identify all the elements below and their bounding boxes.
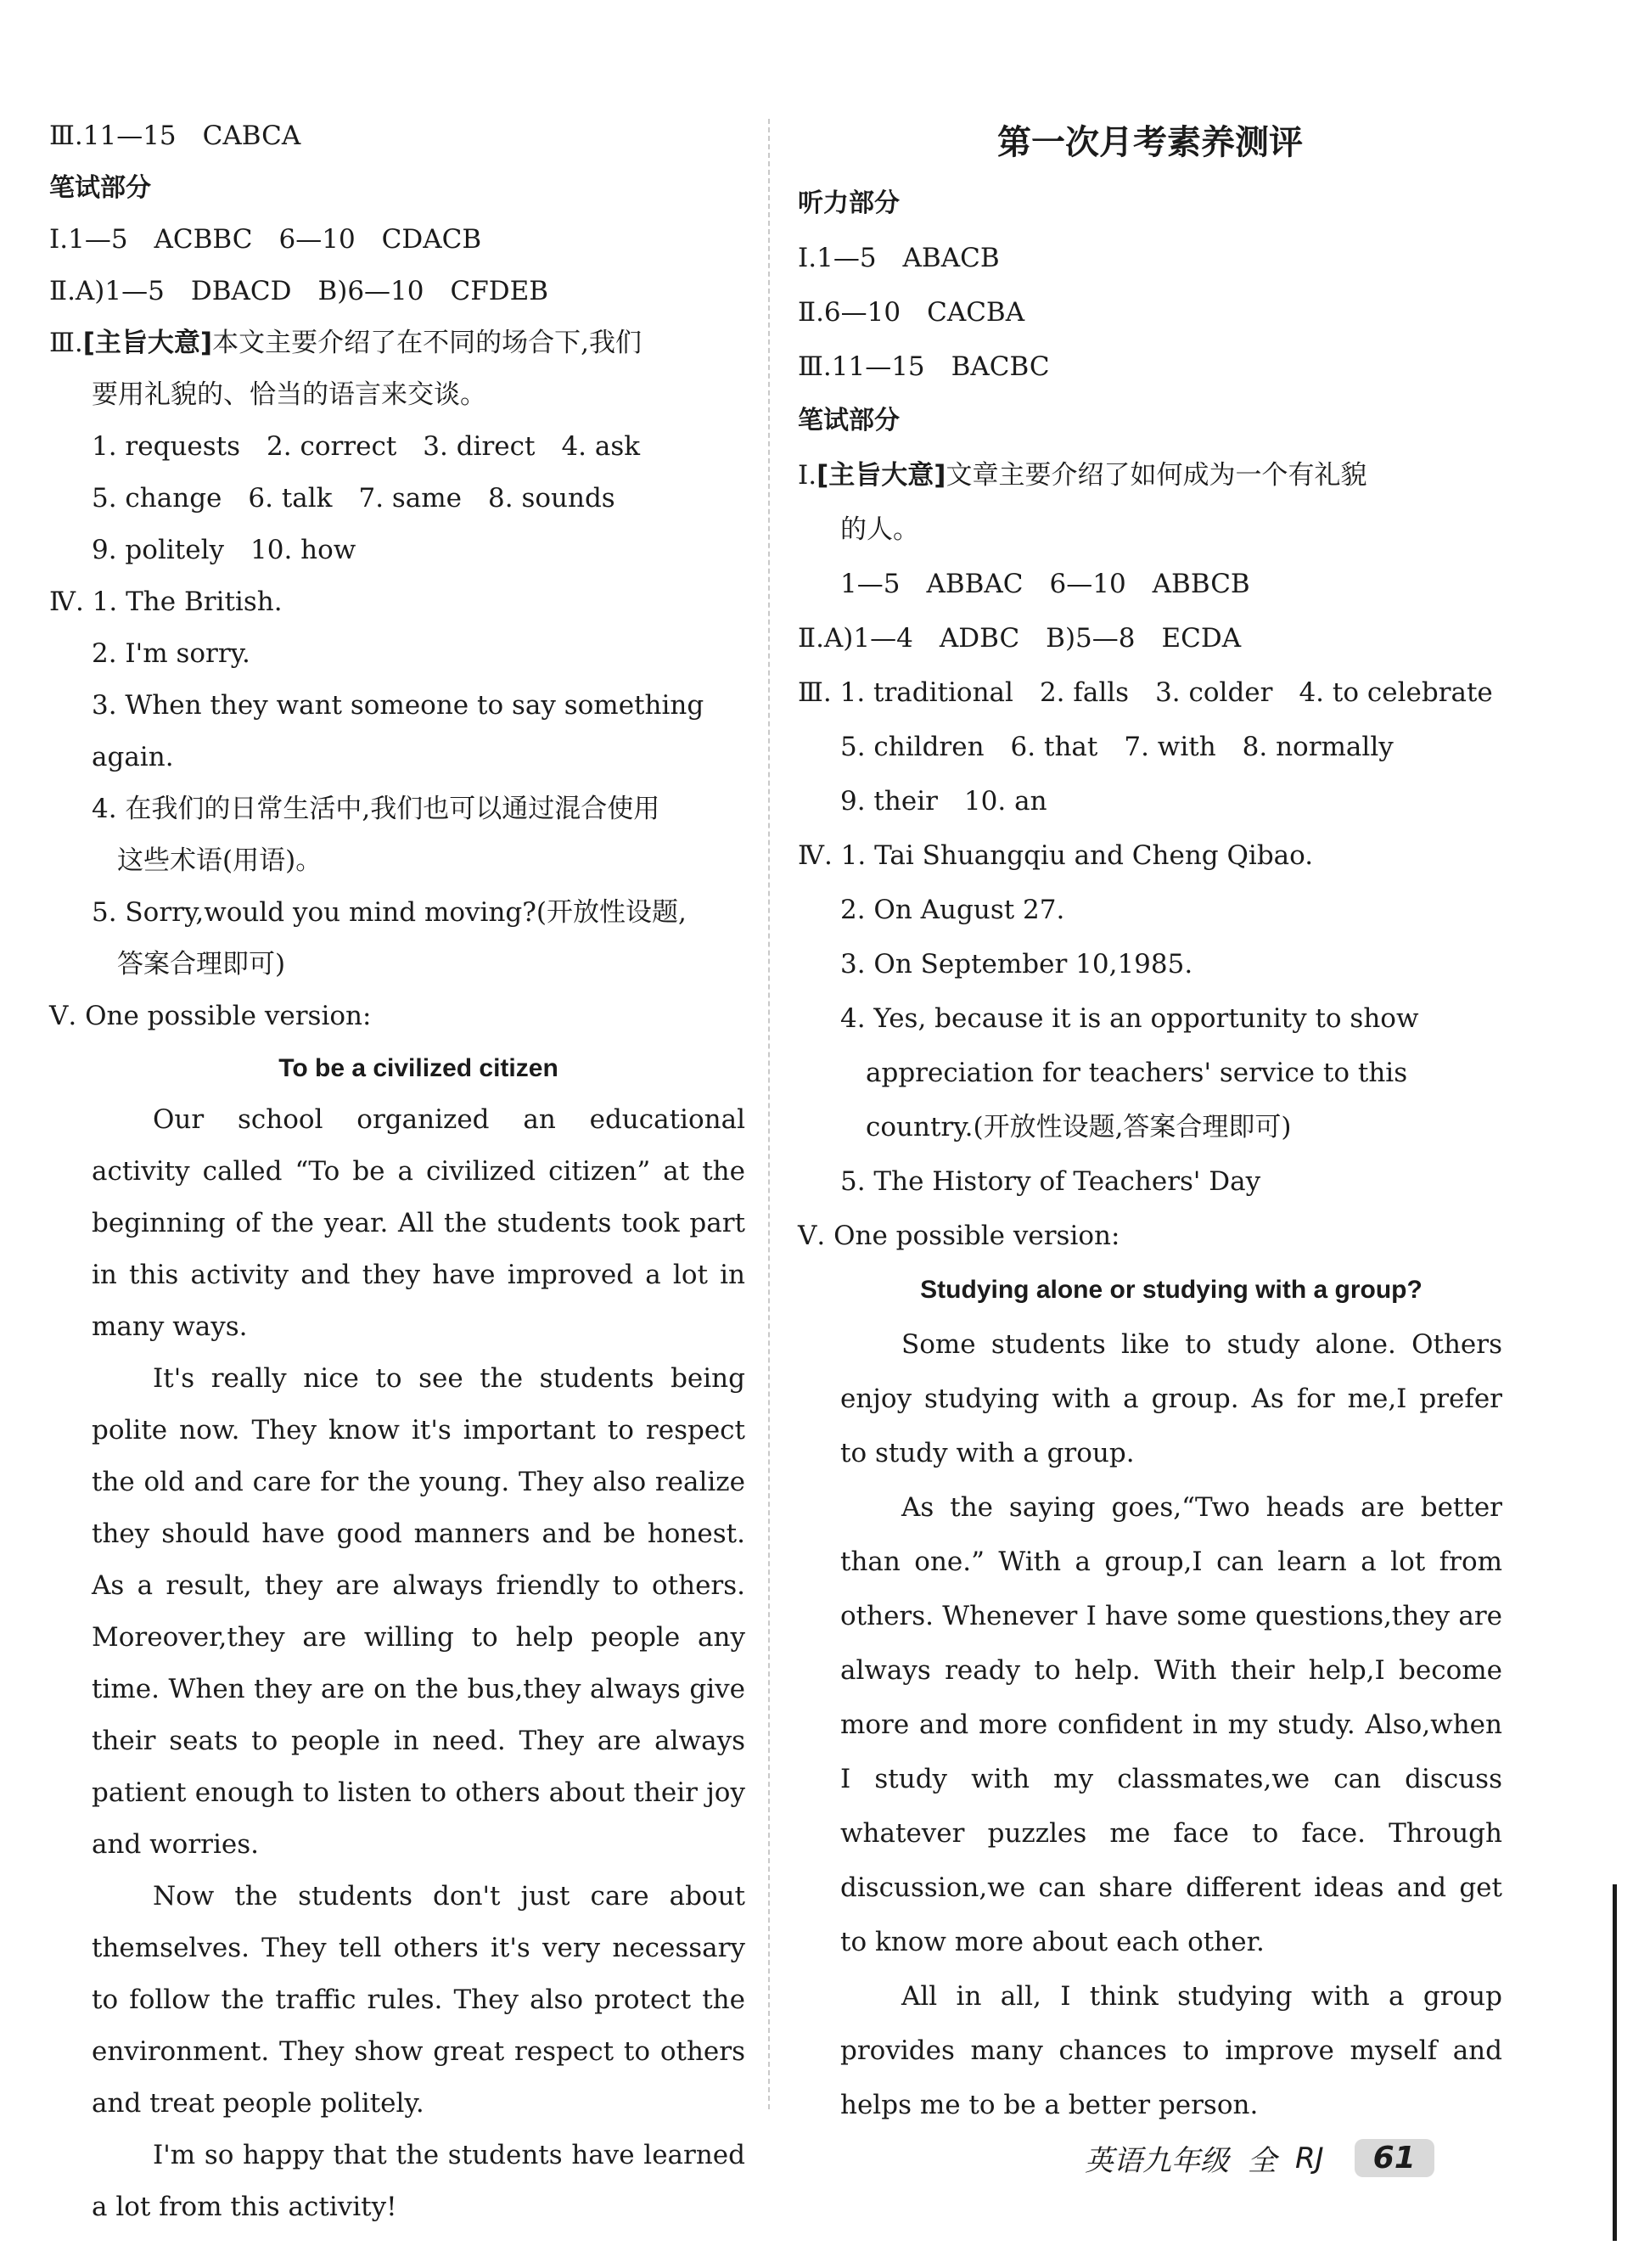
reading-answer-4: 4. 在我们的日常生活中,我们也可以通过混合使用: [92, 794, 660, 824]
reading-answer-1: Ⅳ. 1. Tai Shuangqiu and Cheng Qibao.: [798, 840, 1314, 871]
listening-answer-1: Ⅰ.1—5 ABACB: [798, 243, 1000, 273]
fill-answers-row-3: 9. politely 10. how: [92, 535, 356, 565]
footer-subject: 英语九年级: [1085, 2144, 1229, 2178]
reading-answer-2: 2. On August 27.: [840, 895, 1065, 925]
written-section-heading: 笔试部分: [798, 406, 900, 435]
fill-answers-row-1: Ⅲ. 1. traditional 2. falls 3. colder 4. to celebrate: [798, 677, 1493, 708]
listening-answer-3: Ⅲ.11—15 CABCA: [49, 121, 301, 151]
written-answer-1: Ⅰ.1—5 ACBBC 6—10 CDACB: [49, 224, 482, 255]
reading-answer-4-cont: country.(开放性设题,答案合理即可): [866, 1112, 1292, 1142]
writing-intro: Ⅴ. One possible version:: [798, 1221, 1120, 1251]
written-section-heading: 笔试部分: [49, 173, 151, 203]
reading-answer-5: 5. The History of Teachers' Day: [840, 1166, 1261, 1197]
reading-answer-2: 2. I'm sorry.: [92, 638, 250, 669]
essay-paragraph: It's really nice to see the students being polite now. They know it's important to respect the old and care for the young. They also realize they should have good manners and be honest. As a result, they are always friendly to others. Moreover,they are willing to help people any time. When they are on the bus,they always give their seats to people in need. They are always patient enough to listen to others about their joy and worries.: [92, 1363, 745, 1860]
reading-answer-3: 3. When they want someone to say something again.: [92, 690, 713, 772]
reading-answer-1: Ⅳ. 1. The British.: [49, 587, 283, 617]
listening-answer-2: Ⅱ.6—10 CACBA: [798, 297, 1025, 328]
left-column: [49, 110, 745, 2233]
fill-answers-row-1: 1. requests 2. correct 3. direct 4. ask: [92, 431, 641, 462]
essay-paragraph: Our school organized an educational activity called “To be a civilized citizen” at the beginning of the year. All the students took part in this activity and they have improved a lot in many ways.: [92, 1104, 745, 1342]
footer-volume: 全: [1248, 2144, 1277, 2178]
writing-intro: Ⅴ. One possible version:: [49, 1001, 372, 1031]
written-answer-1-summary: [798, 448, 1502, 502]
page-edge-mark: [1613, 1884, 1617, 2241]
page-number: 61: [1355, 2139, 1434, 2177]
essay-paragraph: All in all, I think studying with a group provides many chances to improve myself and helps me to be a better person.: [840, 1981, 1502, 2120]
reading-answer-5-cont: 答案合理即可): [117, 949, 286, 980]
fill-answers-row-2: 5. change 6. talk 7. same 8. sounds: [92, 483, 615, 514]
fill-answers-row-2: 5. children 6. that 7. with 8. normally: [840, 732, 1394, 762]
listening-section-heading: 听力部分: [798, 188, 900, 218]
column-divider: [768, 119, 770, 2109]
listening-answer-3: Ⅲ.11—15 BACBC: [798, 351, 1050, 382]
summary-text: 本文主要介绍了在不同的场合下,我们: [212, 328, 642, 358]
written-answer-2: Ⅱ.A)1—5 DBACD B)6—10 CFDEB: [49, 276, 548, 306]
right-column: [798, 110, 1502, 2132]
test-title: 第一次月考素养测评: [997, 123, 1303, 162]
summary-text-cont: 的人。: [840, 514, 919, 545]
essay-paragraph: Some students like to study alone. Others enjoy studying with a group. As for me,I prefer to study with a group.: [840, 1329, 1502, 1468]
page-footer: [1085, 2137, 1453, 2179]
reading-answer-4-cont: 这些术语(用语)。: [117, 845, 323, 876]
written-answer-3-summary: [49, 317, 745, 369]
main-idea-tag: [主旨大意]: [82, 328, 213, 358]
item-number: Ⅲ.: [49, 328, 83, 358]
reading-answer-3: 3. On September 10,1985.: [840, 949, 1193, 980]
summary-text-cont: 要用礼貌的、恰当的语言来交谈。: [92, 379, 486, 410]
reading-answer-5: 5. Sorry,would you mind moving?(开放性设题,: [92, 897, 687, 928]
essay-paragraph: Now the students don't just care about themselves. They tell others it's very necessary to follow the traffic rules. They also protect the environment. They show great respect to others and treat people politely.: [92, 1881, 745, 2119]
essay-paragraph: As the saying goes,“Two heads are better than one.” With a group,I can learn a lot from others. Whenever I have some questions,they are always ready to help. With their help,I become more and more confident in my study. Also,when I study with my classmates,we can discuss whatever puzzles me face to face. Through discussion,we can share different ideas and get to know more about each other.: [840, 1492, 1502, 1957]
written-answer-2: Ⅱ.A)1—4 ADBC B)5—8 ECDA: [798, 623, 1242, 654]
reading-answer-4-cont: appreciation for teachers' service to this: [866, 1058, 1408, 1088]
written-answer-1: 1—5 ABBAC 6—10 ABBCB: [840, 569, 1250, 599]
fill-answers-row-3: 9. their 10. an: [840, 786, 1047, 817]
essay-title: Studying alone or studying with a group?: [920, 1276, 1423, 1304]
footer-edition: RJ: [1295, 2141, 1324, 2175]
summary-text: 文章主要介绍了如何成为一个有礼貌: [946, 460, 1367, 491]
reading-answer-4: 4. Yes, because it is an opportunity to show: [840, 1003, 1419, 1034]
main-idea-tag: [主旨大意]: [816, 460, 946, 491]
essay-title: To be a civilized citizen: [278, 1054, 558, 1082]
item-number: Ⅰ.: [798, 460, 817, 491]
essay-paragraph: I'm so happy that the students have learned a lot from this activity!: [92, 2140, 745, 2222]
